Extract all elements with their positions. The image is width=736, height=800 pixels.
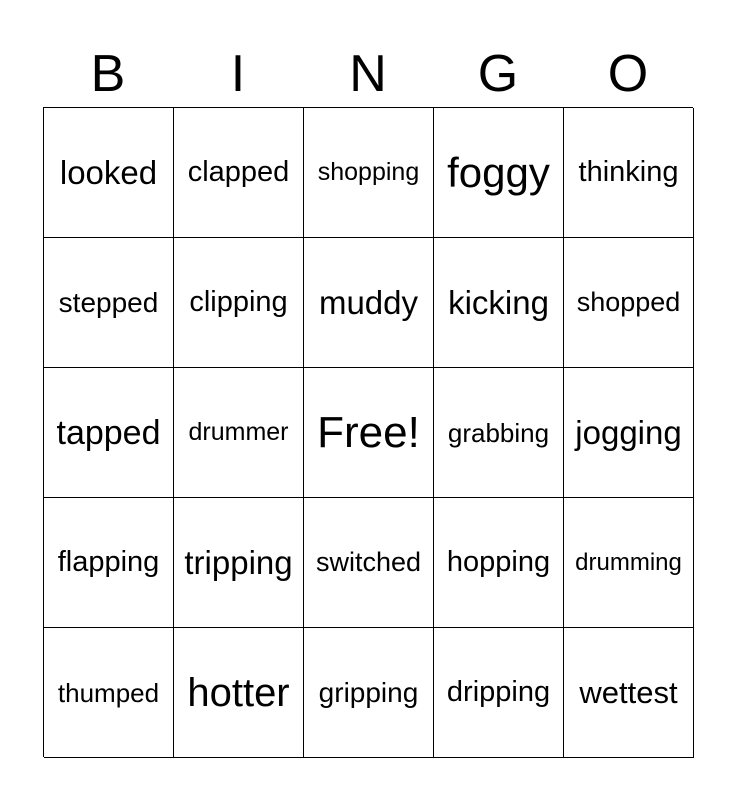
cell-word: hopping (446, 546, 551, 578)
bingo-cell[interactable] (174, 108, 304, 238)
free-space-cell[interactable] (304, 368, 434, 498)
bingo-cell[interactable] (564, 108, 694, 238)
bingo-cell[interactable] (564, 238, 694, 368)
bingo-cell[interactable] (564, 498, 694, 628)
bingo-cell[interactable] (304, 498, 434, 628)
cell-word: stepped (58, 286, 159, 318)
bingo-cell[interactable] (44, 628, 174, 758)
cell-word: jogging (575, 414, 682, 451)
bingo-cell[interactable] (174, 498, 304, 628)
cell-word: flapping (57, 546, 160, 578)
bingo-cell[interactable] (44, 238, 174, 368)
cell-word: kicking (448, 284, 549, 321)
cell-word: gripping (318, 676, 419, 708)
cell-word: wettest (579, 675, 678, 710)
cell-word: thinking (578, 156, 679, 188)
cell-word: foggy (447, 148, 550, 196)
header-letter-n: N (349, 45, 387, 103)
header-letter-i: I (230, 45, 246, 103)
header-letter-o: O (607, 45, 649, 103)
cell-word: tapped (56, 413, 161, 452)
bingo-cell[interactable] (434, 368, 564, 498)
cell-word: shopped (576, 287, 681, 317)
bingo-cell[interactable] (434, 238, 564, 368)
bingo-cell[interactable] (44, 498, 174, 628)
bingo-cell[interactable] (174, 628, 304, 758)
cell-word: tripping (184, 544, 293, 581)
bingo-cell[interactable] (44, 368, 174, 498)
bingo-header (43, 40, 693, 108)
bingo-cell[interactable] (564, 628, 694, 758)
cell-word: switched (315, 547, 422, 577)
bingo-cell[interactable] (434, 628, 564, 758)
cell-word: grabbing (447, 417, 550, 448)
free-space-label: Free! (317, 407, 420, 457)
cell-word: drumming (575, 548, 682, 576)
cell-word: dripping (446, 676, 551, 708)
bingo-cell[interactable] (434, 108, 564, 238)
bingo-cell[interactable] (174, 368, 304, 498)
cell-word: drummer (188, 418, 289, 446)
cell-word: looked (59, 154, 158, 191)
bingo-board (43, 107, 693, 757)
cell-word: shopping (317, 158, 420, 186)
bingo-cell[interactable] (304, 628, 434, 758)
cell-word: thumped (57, 677, 160, 708)
bingo-cell[interactable] (174, 238, 304, 368)
bingo-cell[interactable] (44, 108, 174, 238)
cell-word: clipping (189, 286, 288, 318)
bingo-cell[interactable] (304, 238, 434, 368)
header-letter-g: G (477, 45, 519, 103)
bingo-cell[interactable] (564, 368, 694, 498)
header-letter-b: B (90, 45, 126, 103)
cell-word: clapped (187, 156, 290, 188)
bingo-cell[interactable] (304, 108, 434, 238)
cell-word: muddy (318, 284, 419, 321)
bingo-cell[interactable] (434, 498, 564, 628)
cell-word: hotter (187, 670, 290, 715)
